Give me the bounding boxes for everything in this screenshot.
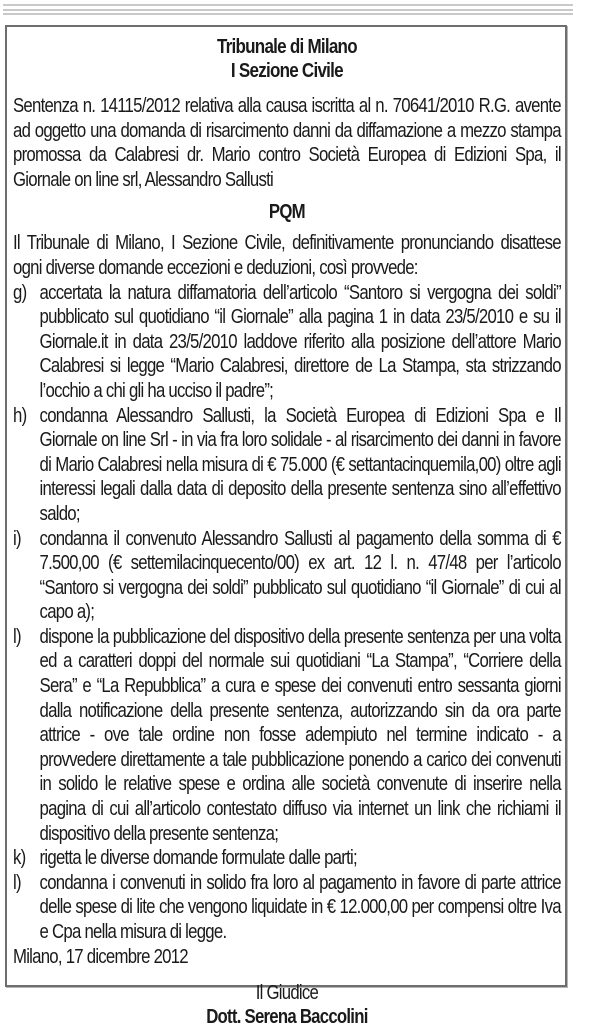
date-line: Milano, 17 dicembre 2012 xyxy=(13,945,188,968)
item-text: dispone la pubblicazione del dispositivo della presente sentenza per una volta ed a caratteri doppi del normale sui quotidiani “La Stampa”, “Corriere della Sera” e “La Repubblica” a cura e spese dei convenuti entro sessanta giorni dalla notificazione della presente sentenza, autorizzando sin da ora parte attrice - ove tale ordine non fosse adempiuto nel termine indicato - a provvedere direttamente a tale pubblicazione ponendo a carico dei convenuti in solido le relative spese e ordina alle società convenute di inserire nella pagina di cui all’articolo contestato diffuso via internet un link che richiami il dispositivo della presente sentenza; xyxy=(39,625,561,845)
court-section: I Sezione Civile xyxy=(230,59,343,82)
top-rule-1 xyxy=(3,4,573,6)
item-marker: l) xyxy=(13,871,21,894)
item-text: condanna il convenuto Alessandro Sallusti al pagamento della somma di € 7.500,00 (€ settemilacinquecento/00) ex art. 12 l. n. 47/48 per l’articolo “Santoro si vergogna dei soldi” pubblicato sul quotidiano “il Giornale” di cui al capo a); xyxy=(39,527,561,624)
top-rule-2 xyxy=(3,9,573,11)
signature-block xyxy=(13,981,561,1029)
item-marker: g) xyxy=(13,281,27,304)
item-marker: k) xyxy=(13,847,26,870)
item-marker: h) xyxy=(13,404,27,427)
item-marker: i) xyxy=(13,527,21,550)
judge-name: Dott. Serena Baccolini xyxy=(206,1006,368,1029)
top-rule-3 xyxy=(3,13,573,15)
legal-notice-content xyxy=(13,35,561,1029)
ruling-item-i xyxy=(13,527,561,625)
court-name: Tribunale di Milano xyxy=(216,35,357,58)
ruling-item-g xyxy=(13,281,561,404)
case-paragraph: Sentenza n. 14115/2012 relativa alla causa iscritta al n. 70641/2010 R.G. avente ad oggetto una domanda di risarcimento danni da diffamazione a mezzo stampa promossa da Calabresi dr. Mario contro Società Europea di Edizioni Spa, il Giornale on line srl, Alessandro Sallusti xyxy=(13,95,561,191)
item-text: condanna i convenuti in solido fra loro al pagamento in favore di parte attrice delle spese di lite che vengono liquidate in € 12.000,00 per compensi oltre Iva e Cpa nella misura di legge. xyxy=(39,871,561,943)
item-marker: l) xyxy=(13,625,21,648)
ruling-item-l-publication xyxy=(13,625,561,846)
legal-notice-box xyxy=(5,25,567,1029)
ruling-items-list xyxy=(13,281,561,945)
ruling-intro: Il Tribunale di Milano, I Sezione Civile, definitivamente pronunciando disattese ogni diverse domande eccezioni e deduzioni, così provvede: xyxy=(13,232,561,279)
ruling-item-k xyxy=(13,846,561,871)
item-text: accertata la natura diffamatoria dell’articolo “Santoro si vergogna dei soldi” pubblicato sul quotidiano “il Giornale” alla pagina 1 in data 23/5/2010 e su il Giornale.it in data 23/5/2010 laddove riferito alla posizione dell’attore Mario Calabresi si legge “Mario Calabresi, direttore de La Stampa, sta strizzando l’occhio a chi gli ha ucciso il padre”; xyxy=(39,281,561,402)
judge-label: Il Giudice xyxy=(255,982,319,1005)
ruling-item-l-costs xyxy=(13,871,561,945)
pqm-heading: PQM xyxy=(268,201,305,224)
item-text: rigetta le diverse domande formulate dalle parti; xyxy=(39,847,357,870)
ruling-item-h xyxy=(13,404,561,527)
item-text: condanna Alessandro Sallusti, la Società Europea di Edizioni Spa e Il Giornale on line Srl - in via fra loro solidale - al risarcimento dei danni in favore di Mario Calabresi nella misura di € 75.000 (€ settantacinquemila,00) oltre agli interessi legali dalla data di deposito della presente sentenza sino all’effettivo saldo; xyxy=(39,404,561,525)
